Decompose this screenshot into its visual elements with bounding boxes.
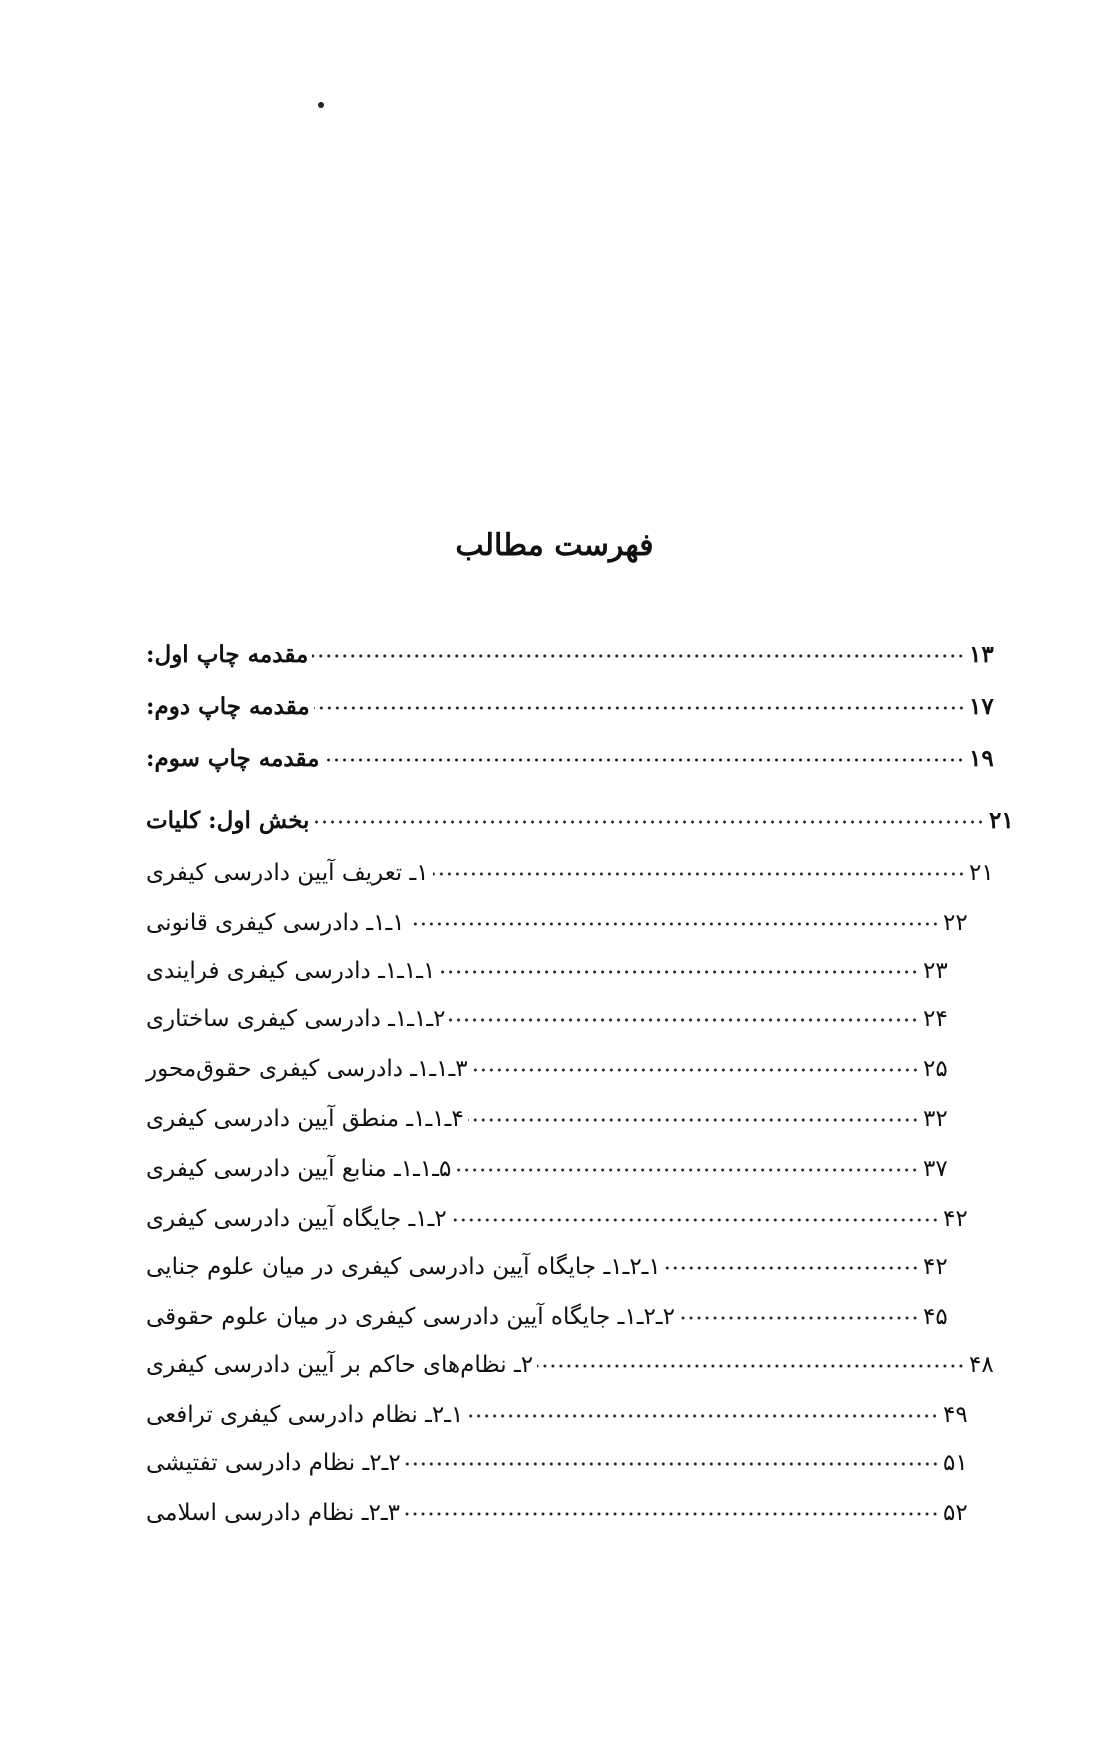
toc-entry-page: ۱۷ [969,693,994,720]
dot-leader [433,872,965,876]
toc-entry-page: ۴۲ [923,1254,948,1280]
toc-entry-page: ۲۴ [923,1006,948,1032]
toc-entry-page: ۳۲ [923,1106,948,1132]
dot-leader [323,758,965,762]
dot-leader [679,1316,919,1320]
dot-leader [472,1068,919,1072]
dot-leader [455,1168,919,1172]
toc-entry-page: ۲۳ [923,958,948,984]
toc-entry[interactable] [140,1436,979,1476]
toc-entry[interactable] [140,1388,979,1428]
toc-entry-label: ۳ـ۱ـ۱ـ دادرسی کیفری حقوق‌محور [146,1056,468,1082]
toc-entry[interactable] [140,1192,979,1232]
toc-entry[interactable] [140,1240,959,1280]
toc-entry-page: ۲۲ [943,910,968,936]
toc-title: فهرست مطالب [455,528,654,563]
dot-leader [449,1018,919,1022]
toc-entry-page: ۳۷ [923,1156,948,1182]
dot-leader [314,706,965,710]
dot-leader [409,922,939,926]
toc-entry-label: مقدمه چاپ سوم: [146,745,320,772]
toc-entry[interactable] [140,1042,959,1082]
toc-entry[interactable] [140,732,1005,772]
dot-leader [439,970,919,974]
toc-entry[interactable] [140,944,959,984]
toc-entry-label: ۱ـ۲ـ نظام دادرسی کیفری ترافعی [146,1402,464,1428]
dot-leader [451,1218,939,1222]
dot-leader [665,1266,919,1270]
dot-leader [467,1414,939,1418]
dot-leader [468,1118,919,1122]
toc-entry[interactable] [140,628,1005,668]
toc-entry-label: ۳ـ۲ـ نظام دادرسی اسلامی [146,1500,400,1526]
toc-entry-label: مقدمه چاپ اول: [146,641,309,668]
toc-entry-label: ۲ـ۲ـ نظام دادرسی تفتیشی [146,1450,401,1476]
toc-entry[interactable] [140,1142,959,1182]
dot-leader [312,654,965,658]
toc-entry-page: ۵۱ [943,1450,968,1476]
toc-entry[interactable] [140,992,959,1032]
page-speck [318,102,324,108]
dot-leader [404,1512,939,1516]
toc-entry[interactable] [140,794,1025,834]
dot-leader [313,820,985,824]
toc-entry-label: ۱ـ تعریف آیین دادرسی کیفری [146,860,429,886]
toc-entry[interactable] [140,1092,959,1132]
toc-entry[interactable] [140,846,1005,886]
toc-entry-page: ۴۸ [969,1352,994,1378]
toc-entry[interactable] [140,680,1005,720]
toc-entry-label: بخش اول: کلیات [146,807,310,834]
toc-entry-page: ۲۵ [923,1056,948,1082]
toc-entry-label: ۱ـ۲ـ۱ـ جایگاه آیین دادرسی کیفری در میان علوم جنایی [146,1254,661,1280]
toc-entry-label: ۱ـ۱ـ۱ـ دادرسی کیفری فرایندی [146,958,436,984]
toc-entry-label: ۱ـ۱ـ دادرسی کیفری قانونی [146,910,405,936]
toc-entry-page: ۴۹ [943,1402,968,1428]
toc-entry-page: ۵۲ [943,1500,968,1526]
toc-entry-label: ۴ـ۱ـ۱ـ منطق آیین دادرسی کیفری [146,1106,464,1132]
toc-entry-label: ۵ـ۱ـ۱ـ منابع آیین دادرسی کیفری [146,1156,452,1182]
toc-entry[interactable] [140,1338,1005,1378]
dot-leader [537,1364,965,1368]
toc-entry-label: ۲ـ۱ـ جایگاه آیین دادرسی کیفری [146,1206,447,1232]
dot-leader [405,1462,939,1466]
toc-entry-page: ۱۹ [969,745,994,772]
toc-entry[interactable] [140,1486,979,1526]
toc-entry-label: مقدمه چاپ دوم: [146,693,310,720]
toc-entry-page: ۲۱ [989,807,1014,834]
toc-entry-page: ۴۲ [943,1206,968,1232]
toc-entry-page: ۴۵ [923,1304,948,1330]
toc-entry-label: ۲ـ۲ـ۱ـ جایگاه آیین دادرسی کیفری در میان علوم حقوقی [146,1304,675,1330]
toc-entry[interactable] [140,1290,959,1330]
toc-entry-label: ۲ـ نظام‌های حاکم بر آیین دادرسی کیفری [146,1352,534,1378]
toc-entry-page: ۱۳ [969,641,994,668]
toc-entry-page: ۲۱ [969,860,994,886]
toc-entry[interactable] [140,896,979,936]
toc-entry-label: ۲ـ۱ـ۱ـ دادرسی کیفری ساختاری [146,1006,446,1032]
